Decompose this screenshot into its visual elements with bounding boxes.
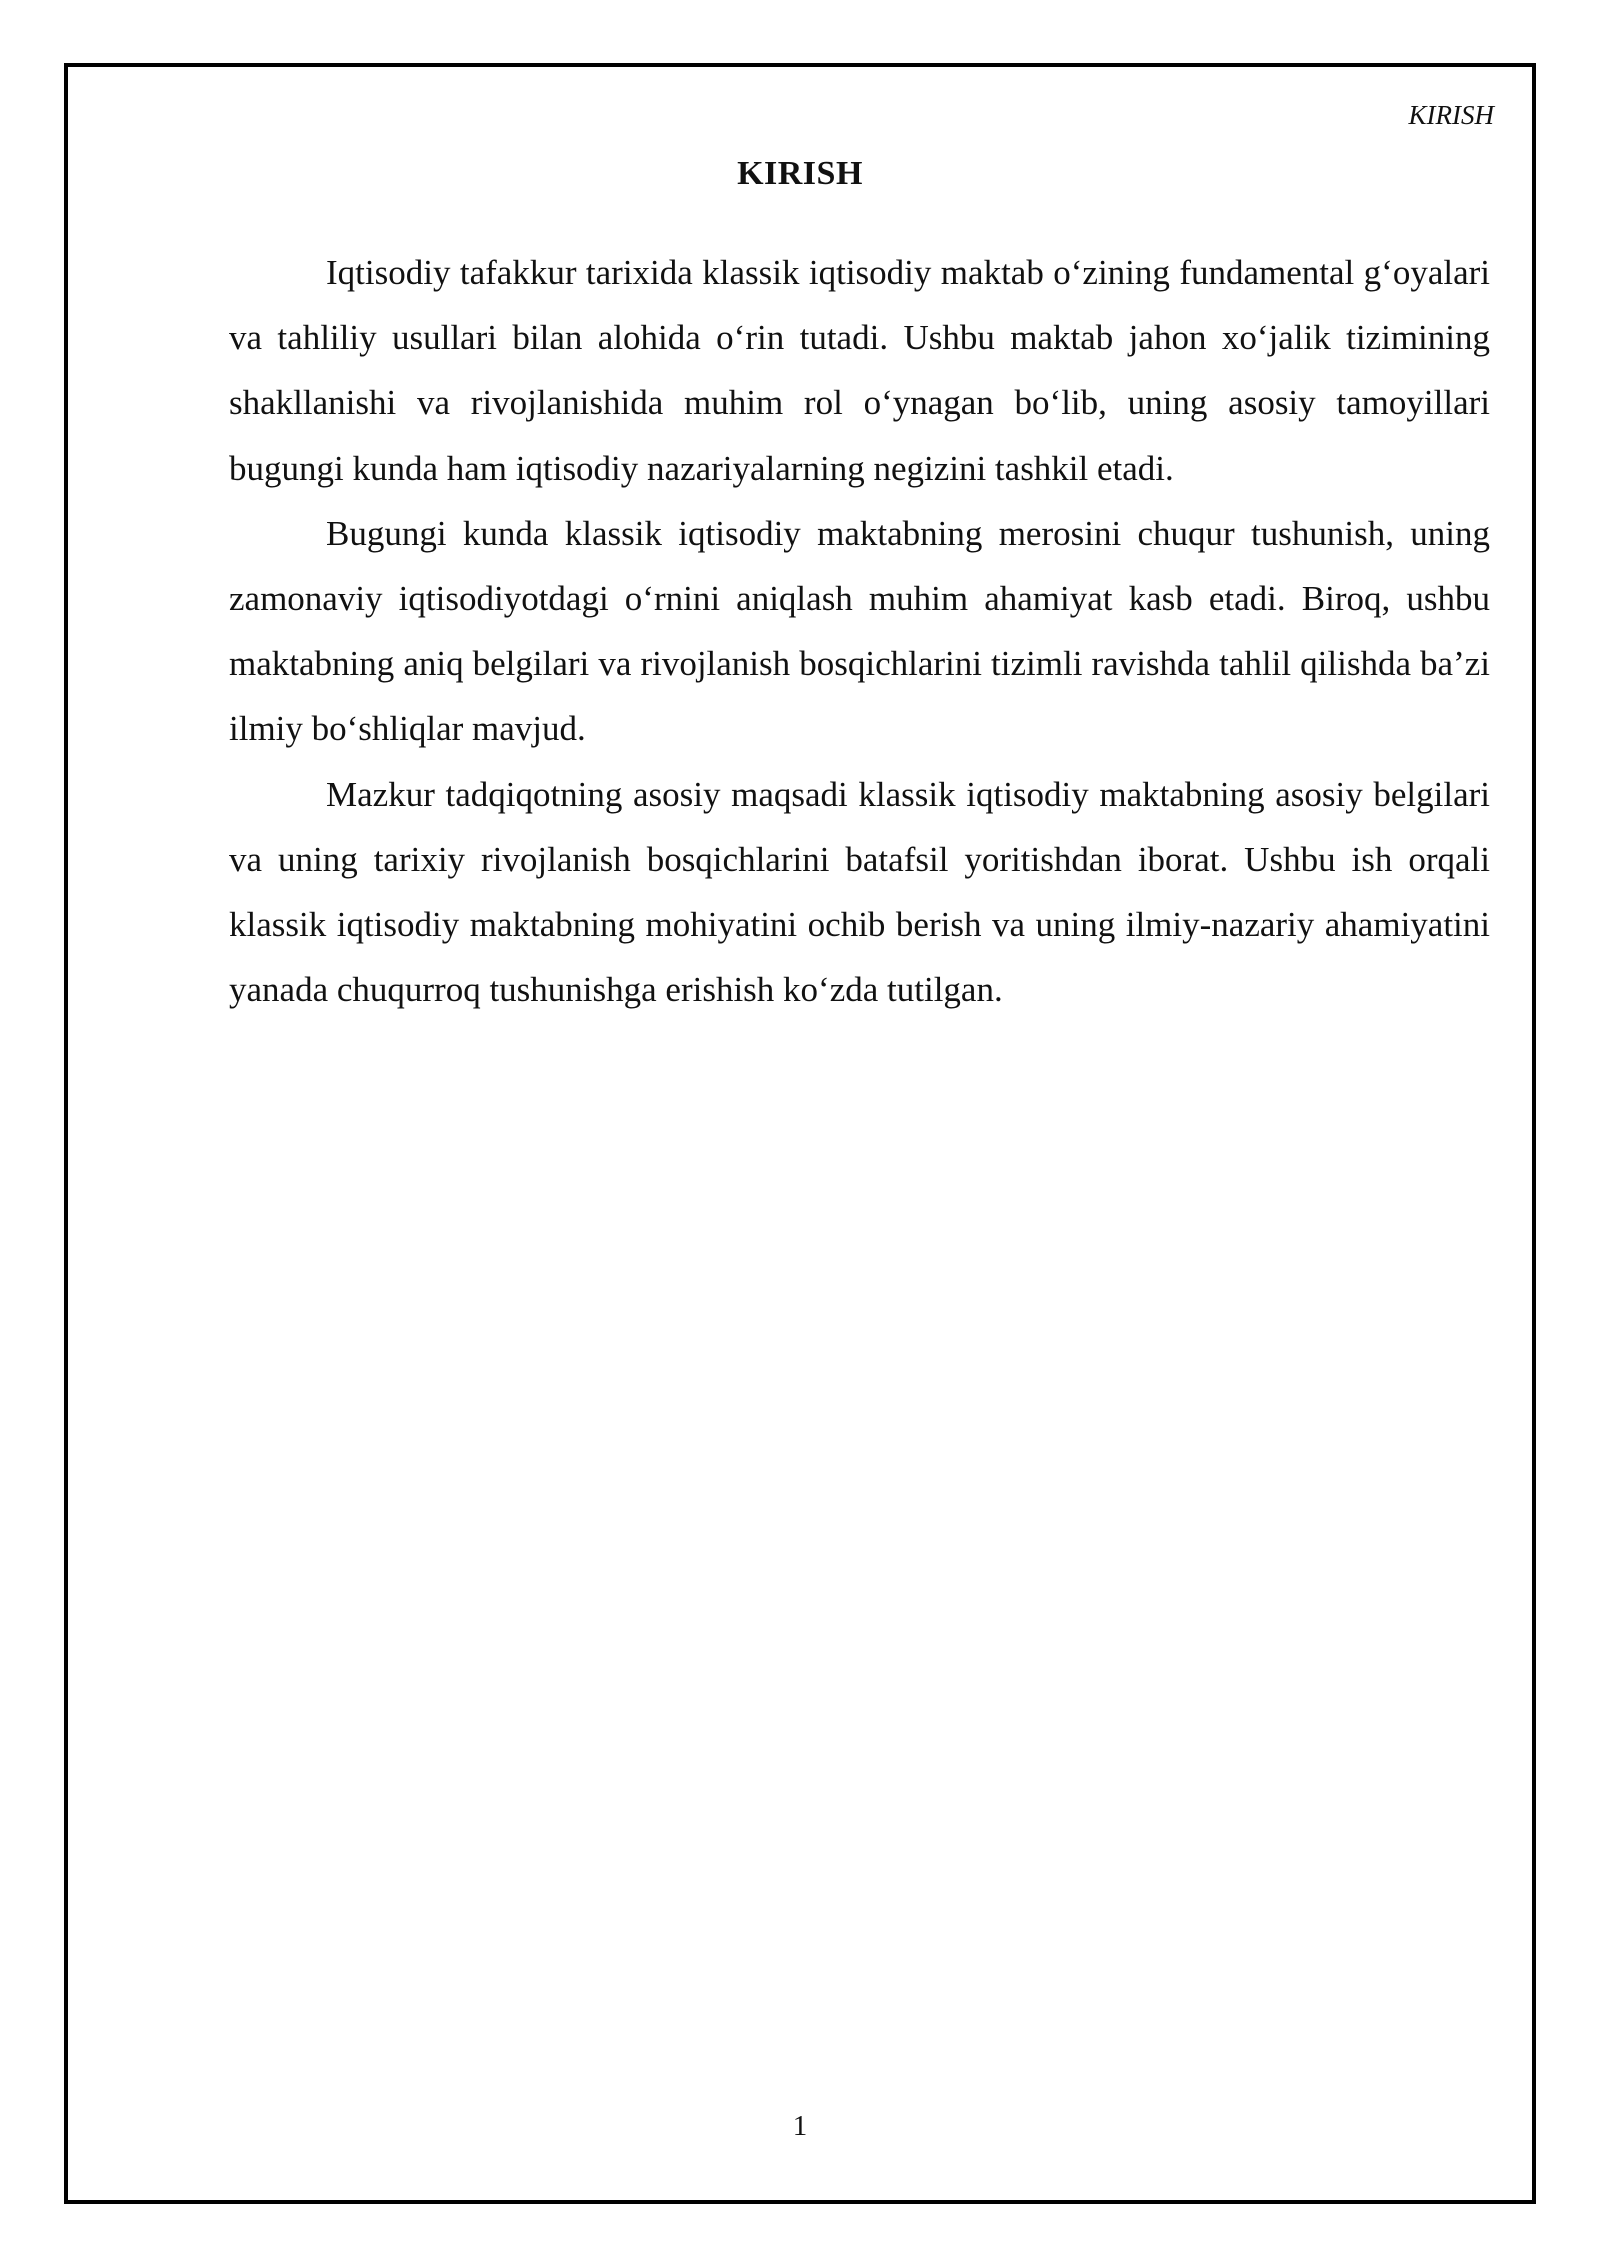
page-title: KIRISH bbox=[737, 155, 863, 192]
page-number: 1 bbox=[792, 2110, 808, 2142]
running-header: KIRISH bbox=[1408, 100, 1494, 130]
paragraph-3: Mazkur tadqiqotning asosiy maqsadi klassik iqtisodiy maktabning asosiy belgilari va uning tarixiy rivojlanish bosqichlarini batafsil yoritishdan iborat. Ushbu ish orqali klassik iqtisodiy maktabning mohiyatini ochib berish va uning ilmiy-nazariy ahamiyatini yanada chuqurroq tushunishga erishish ko‘zda tutilgan. bbox=[229, 774, 1490, 1010]
paragraph-2: Bugungi kunda klassik iqtisodiy maktabning merosini chuqur tushunish, uning zamonaviy iqtisodiyotdagi o‘rnini aniqlash muhim ahamiyat kasb etadi. Biroq, ushbu maktabning aniq belgilari va rivojlanish bosqichlarini tizimli ravishda tahlil qilishda ba’zi ilmiy bo‘shliqlar mavjud. bbox=[229, 513, 1490, 749]
body-text bbox=[229, 240, 1490, 1022]
paragraph-1: Iqtisodiy tafakkur tarixida klassik iqtisodiy maktab o‘zining fundamental g‘oyalari va tahliliy usullari bilan alohida o‘rin tutadi. Ushbu maktab jahon xo‘jalik tizimining shakllanishi va rivojlanishida muhim rol o‘ynagan bo‘lib, uning asosiy tamoyillari bugungi kunda ham iqtisodiy nazariyalarning negizini tashkil etadi. bbox=[229, 253, 1490, 488]
